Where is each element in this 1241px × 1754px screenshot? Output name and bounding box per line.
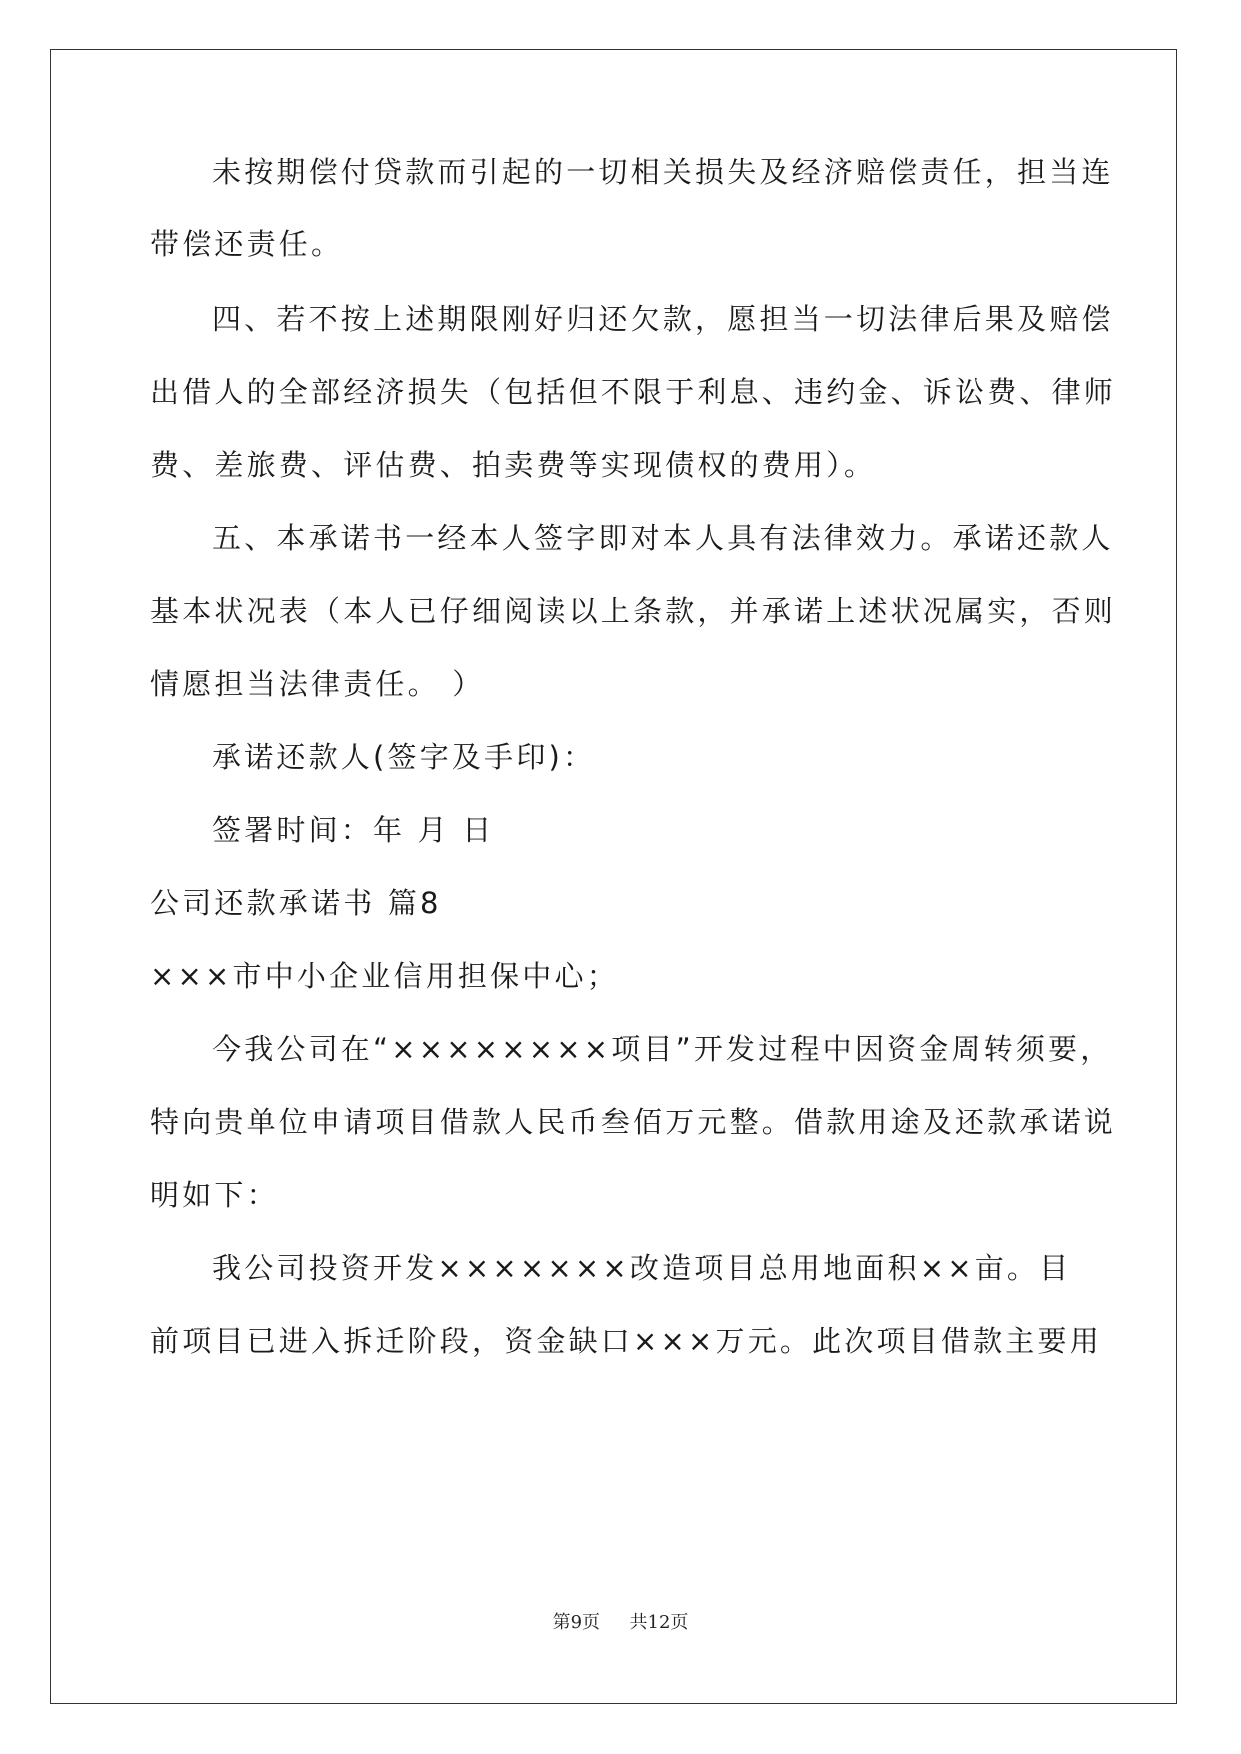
paragraph-line: 未按期偿付贷款而引起的一切相关损失及经济赔偿责任，担当连 (212, 155, 1114, 189)
paragraph-line: 前项目已进入拆迁阶段，资金缺口×××万元。此次项目借款主要用 (150, 1324, 1102, 1358)
paragraph-line: 明如下： (150, 1178, 279, 1212)
paragraph-line: 今我公司在“××××××××项目”开发过程中因资金周转须要， (212, 1032, 1113, 1066)
paragraph-line: 我公司投资开发×××××××改造项目总用地面积××亩。目 (212, 1251, 1072, 1285)
signature-label: 承诺还款人(签字及手印)： (212, 740, 596, 774)
paragraph-line: 情愿担当法律责任。 ） (150, 667, 485, 701)
paragraph-line: 基本状况表（本人已仔细阅读以上条款，并承诺上述状况属实，否则 (150, 594, 1117, 628)
signing-date-label: 签署时间：年 月 日 (212, 813, 495, 847)
paragraph-line: 出借人的全部经济损失（包括但不限于利息、违约金、诉讼费、律师 (150, 375, 1117, 409)
addressee-line: ×××市中小企业信用担保中心； (150, 959, 619, 993)
paragraph-line: 五、本承诺书一经本人签字即对本人具有法律效力。承诺还款人 (212, 521, 1114, 555)
page-count: 共12页 (629, 1612, 689, 1633)
page-number: 第9页 (552, 1612, 601, 1633)
paragraph-line: 带偿还责任。 (150, 227, 344, 261)
page-border (50, 49, 1177, 1704)
paragraph-line: 特向贵单位申请项目借款人民币叁佰万元整。借款用途及还款承诺说 (150, 1105, 1117, 1139)
page-footer (0, 1608, 1241, 1634)
section-heading: 公司还款承诺书 篇8 (150, 886, 442, 920)
paragraph-line: 费、差旅费、评估费、拍卖费等实现债权的费用）。 (150, 448, 877, 482)
paragraph-line: 四、若不按上述期限刚好归还欠款，愿担当一切法律后果及赔偿 (212, 302, 1114, 336)
